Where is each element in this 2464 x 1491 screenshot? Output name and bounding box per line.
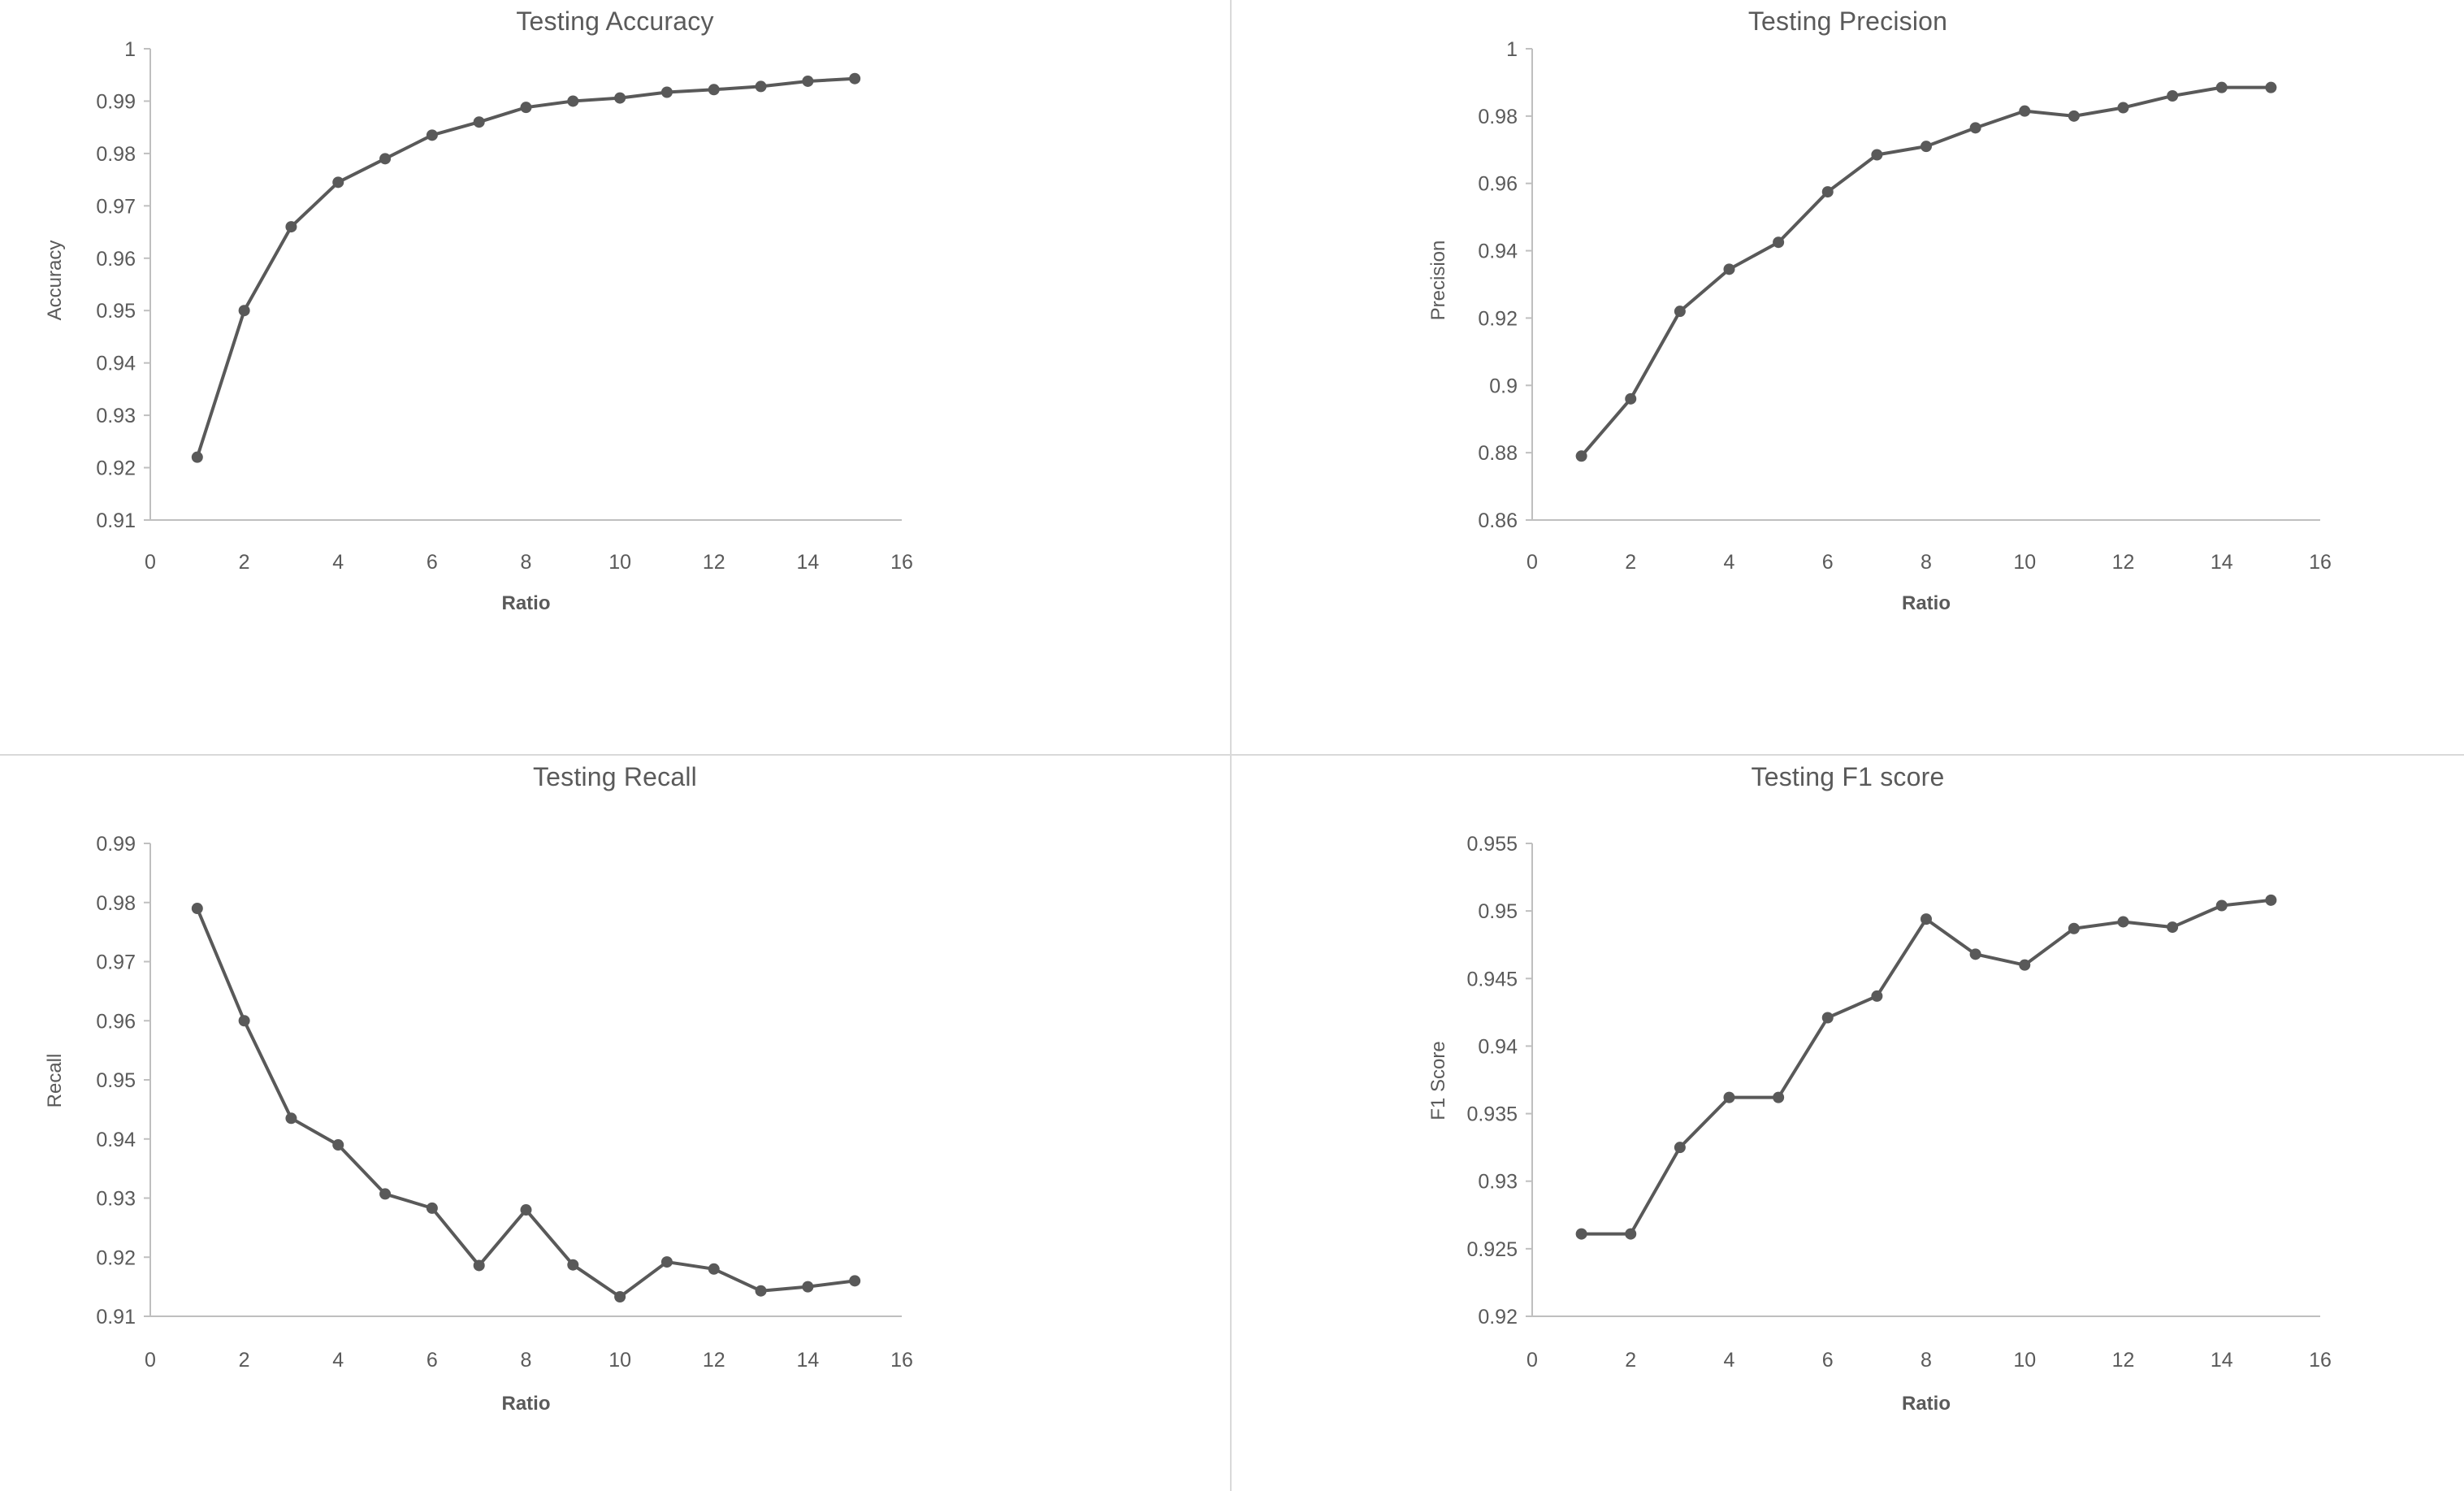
y-tick-label: 0.925 xyxy=(1466,1237,1518,1261)
y-tick-label: 0.98 xyxy=(96,142,136,166)
data-point xyxy=(1822,1012,1834,1024)
y-axis-title: F1 Score xyxy=(1427,1041,1449,1120)
x-tick-label: 4 xyxy=(332,551,344,574)
data-point xyxy=(285,221,297,232)
series-line xyxy=(197,908,855,1297)
chart-title-f1: Testing F1 score xyxy=(1751,762,1945,791)
data-point xyxy=(1674,1142,1686,1153)
data-point xyxy=(1871,150,1882,161)
x-tick-label: 2 xyxy=(1625,551,1637,574)
chart-svg-recall xyxy=(0,756,1232,1491)
x-tick-label: 8 xyxy=(1921,1349,1932,1372)
data-point xyxy=(2019,960,2030,971)
data-point xyxy=(2216,899,2228,911)
data-point xyxy=(756,80,767,92)
data-point xyxy=(2019,106,2030,117)
y-tick-label: 0.97 xyxy=(96,951,136,974)
y-tick-label: 0.96 xyxy=(1478,172,1518,196)
y-tick-label: 0.88 xyxy=(1478,442,1518,466)
x-tick-label: 14 xyxy=(796,551,820,574)
data-point xyxy=(332,1139,344,1151)
data-point xyxy=(1724,263,1735,275)
data-point xyxy=(1625,393,1636,405)
y-tick-label: 0.94 xyxy=(1478,1035,1518,1059)
x-tick-label: 4 xyxy=(1723,551,1735,574)
chart-panel-recall xyxy=(0,756,1232,1491)
chart-title-recall: Testing Recall xyxy=(532,762,697,791)
x-tick-label: 8 xyxy=(520,1349,532,1372)
y-axis-title: Recall xyxy=(44,1053,66,1108)
y-tick-label: 0.95 xyxy=(96,300,136,323)
data-point xyxy=(239,1015,250,1026)
y-tick-label: 0.93 xyxy=(96,1187,136,1211)
data-point xyxy=(1921,913,1932,925)
data-point xyxy=(802,76,813,87)
data-point xyxy=(708,1263,720,1275)
x-tick-label: 12 xyxy=(702,1349,725,1372)
x-tick-label: 2 xyxy=(1625,1349,1637,1372)
data-point xyxy=(2068,923,2080,934)
data-point xyxy=(239,305,250,316)
series-line xyxy=(197,79,855,457)
y-tick-label: 0.94 xyxy=(96,352,136,375)
y-tick-label: 0.97 xyxy=(96,195,136,219)
x-tick-label: 10 xyxy=(608,551,632,574)
data-point xyxy=(1921,141,1932,152)
y-tick-label: 0.99 xyxy=(96,833,136,856)
data-point xyxy=(332,176,344,188)
y-tick-label: 0.92 xyxy=(1478,1306,1518,1328)
data-point xyxy=(2167,90,2178,102)
x-tick-label: 0 xyxy=(1526,551,1538,574)
y-tick-label: 0.94 xyxy=(96,1128,136,1151)
data-point xyxy=(567,1259,578,1271)
data-point xyxy=(1822,186,1834,197)
x-tick-label: 12 xyxy=(2111,1349,2135,1372)
data-point xyxy=(756,1285,767,1297)
x-axis-title: Ratio xyxy=(501,1393,551,1415)
x-tick-label: 16 xyxy=(2309,551,2332,574)
x-tick-label: 12 xyxy=(702,551,725,574)
y-tick-label: 0.92 xyxy=(96,1246,136,1270)
data-point xyxy=(379,1188,391,1199)
y-tick-label: 0.9 xyxy=(1489,375,1518,398)
data-point xyxy=(192,452,203,463)
data-point xyxy=(427,1203,438,1214)
chart-title-accuracy: Testing Accuracy xyxy=(516,7,714,36)
x-tick-label: 6 xyxy=(1821,551,1834,574)
x-axis-title: Ratio xyxy=(501,592,551,614)
data-point xyxy=(802,1281,813,1293)
x-tick-label: 2 xyxy=(238,1349,250,1372)
chart-panel-f1 xyxy=(1232,756,2464,1491)
data-point xyxy=(2265,82,2276,93)
chart-canvas-f1 xyxy=(1232,756,2464,1491)
data-point xyxy=(427,129,438,141)
y-tick-label: 0.95 xyxy=(96,1069,136,1092)
y-tick-label: 0.95 xyxy=(1478,900,1518,924)
x-tick-label: 4 xyxy=(332,1349,344,1372)
x-tick-label: 0 xyxy=(1526,1349,1538,1372)
chart-svg-accuracy xyxy=(0,0,1232,756)
x-tick-label: 2 xyxy=(238,551,250,574)
data-point xyxy=(1871,990,1882,1002)
chart-panel-precision xyxy=(1232,0,2464,756)
y-axis-title: Accuracy xyxy=(44,240,66,321)
x-tick-label: 12 xyxy=(2111,551,2135,574)
data-point xyxy=(521,1204,532,1216)
data-point xyxy=(567,95,578,106)
x-tick-label: 8 xyxy=(520,551,532,574)
x-tick-label: 6 xyxy=(1821,1349,1834,1372)
x-tick-label: 10 xyxy=(2013,551,2037,574)
data-point xyxy=(708,84,720,95)
chart-title-precision: Testing Precision xyxy=(1747,7,1948,36)
data-point xyxy=(285,1112,297,1124)
data-point xyxy=(1625,1229,1636,1240)
data-point xyxy=(192,903,203,914)
y-tick-label: 0.94 xyxy=(1478,240,1518,263)
data-point xyxy=(1576,450,1587,462)
data-point xyxy=(379,153,391,164)
x-tick-label: 14 xyxy=(796,1349,820,1372)
chart-svg-f1 xyxy=(1232,756,2464,1491)
data-point xyxy=(661,1256,673,1268)
y-tick-label: 0.86 xyxy=(1478,509,1518,532)
y-tick-label: 0.91 xyxy=(96,509,136,532)
x-tick-label: 16 xyxy=(890,1349,913,1372)
chart-svg-precision xyxy=(1232,0,2464,756)
chart-canvas-accuracy xyxy=(0,0,1230,754)
data-point xyxy=(849,1275,860,1286)
y-tick-label: 0.91 xyxy=(96,1306,136,1328)
x-tick-label: 0 xyxy=(145,1349,156,1372)
data-point xyxy=(2068,111,2080,122)
y-tick-label: 0.945 xyxy=(1466,968,1518,991)
data-point xyxy=(474,116,485,128)
data-point xyxy=(474,1259,485,1271)
y-tick-label: 0.93 xyxy=(96,405,136,428)
data-point xyxy=(1970,122,1981,133)
chart-canvas-precision xyxy=(1232,0,2464,754)
x-tick-label: 16 xyxy=(890,551,913,574)
chart-panel-accuracy xyxy=(0,0,1232,756)
data-point xyxy=(1773,1092,1784,1103)
y-tick-label: 0.955 xyxy=(1466,833,1518,856)
data-point xyxy=(1773,236,1784,248)
x-tick-label: 6 xyxy=(426,1349,438,1372)
x-tick-label: 14 xyxy=(2210,551,2233,574)
x-tick-label: 16 xyxy=(2309,1349,2332,1372)
y-tick-label: 1 xyxy=(124,38,136,61)
x-tick-label: 6 xyxy=(426,551,438,574)
y-tick-label: 0.96 xyxy=(96,1010,136,1034)
x-tick-label: 14 xyxy=(2210,1349,2233,1372)
y-tick-label: 0.99 xyxy=(96,90,136,114)
data-point xyxy=(2265,895,2276,906)
chart-canvas-recall xyxy=(0,756,1230,1491)
y-tick-label: 0.93 xyxy=(1478,1170,1518,1194)
x-tick-label: 0 xyxy=(145,551,156,574)
data-point xyxy=(614,1291,626,1302)
y-tick-label: 0.98 xyxy=(96,891,136,915)
data-point xyxy=(2167,921,2178,933)
y-axis-title: Precision xyxy=(1427,240,1449,321)
data-point xyxy=(614,93,626,104)
data-point xyxy=(849,73,860,85)
y-tick-label: 0.92 xyxy=(96,457,136,480)
y-tick-label: 0.96 xyxy=(96,247,136,271)
x-axis-title: Ratio xyxy=(1902,1393,1951,1415)
data-point xyxy=(521,102,532,113)
data-point xyxy=(1576,1229,1587,1240)
data-point xyxy=(2216,82,2228,93)
series-line xyxy=(1582,900,2271,1234)
data-point xyxy=(2118,102,2129,114)
y-tick-label: 1 xyxy=(1506,38,1518,61)
data-point xyxy=(1674,306,1686,317)
y-tick-label: 0.935 xyxy=(1466,1103,1518,1126)
x-tick-label: 4 xyxy=(1723,1349,1735,1372)
data-point xyxy=(1724,1092,1735,1103)
data-point xyxy=(1970,948,1981,960)
x-tick-label: 10 xyxy=(2013,1349,2037,1372)
data-point xyxy=(2118,916,2129,927)
y-tick-label: 0.98 xyxy=(1478,105,1518,128)
x-tick-label: 10 xyxy=(608,1349,632,1372)
data-point xyxy=(661,86,673,98)
x-axis-title: Ratio xyxy=(1902,592,1951,614)
y-tick-label: 0.92 xyxy=(1478,307,1518,331)
x-tick-label: 8 xyxy=(1921,551,1932,574)
